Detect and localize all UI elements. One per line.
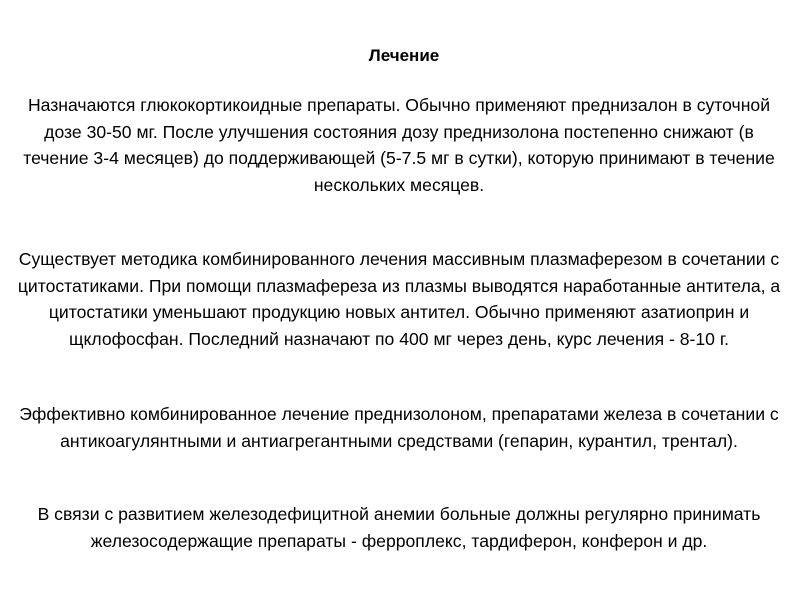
paragraph-plasmapheresis: Существует методика комбинированного лечения массивным плазмаферезом в сочетании с цитостатиками. При помощи плазмафереза из плазмы выводятся наработанные антитела, а цитостатики уменьшают продукцию новых антител. Обычно применяют азатиоприн и щклофосфан. Последний назначают по 400 мг через день, курс лечения - 8-10 г. <box>17 249 781 349</box>
paragraph-glucocorticoids: Назначаются глюкокортикоидные препараты. Обычно применяют преднизалон в суточной дозе 30-50 мг. После улучшения состояния дозу преднизолона постепенно снижают (в течение 3-4 месяцев) до поддерживающей (5-7.5 мг в сутки), которую принимают в течение нескольких месяцев. <box>23 95 775 195</box>
paragraph-combined-treatment: Эффективно комбинированное лечение преднизолоном, препаратами железа в сочетании с антикоагулянтными и антиагрегантными средствами (гепарин, курантил, трентал). <box>19 404 779 451</box>
paragraph-iron-supplements: В связи с развитием железодефицитной анемии больные должны регулярно принимать железосодержащие препараты - ферроплекс, тардиферон, конферон и др. <box>37 504 761 551</box>
slide-title: Лечение <box>368 46 440 65</box>
